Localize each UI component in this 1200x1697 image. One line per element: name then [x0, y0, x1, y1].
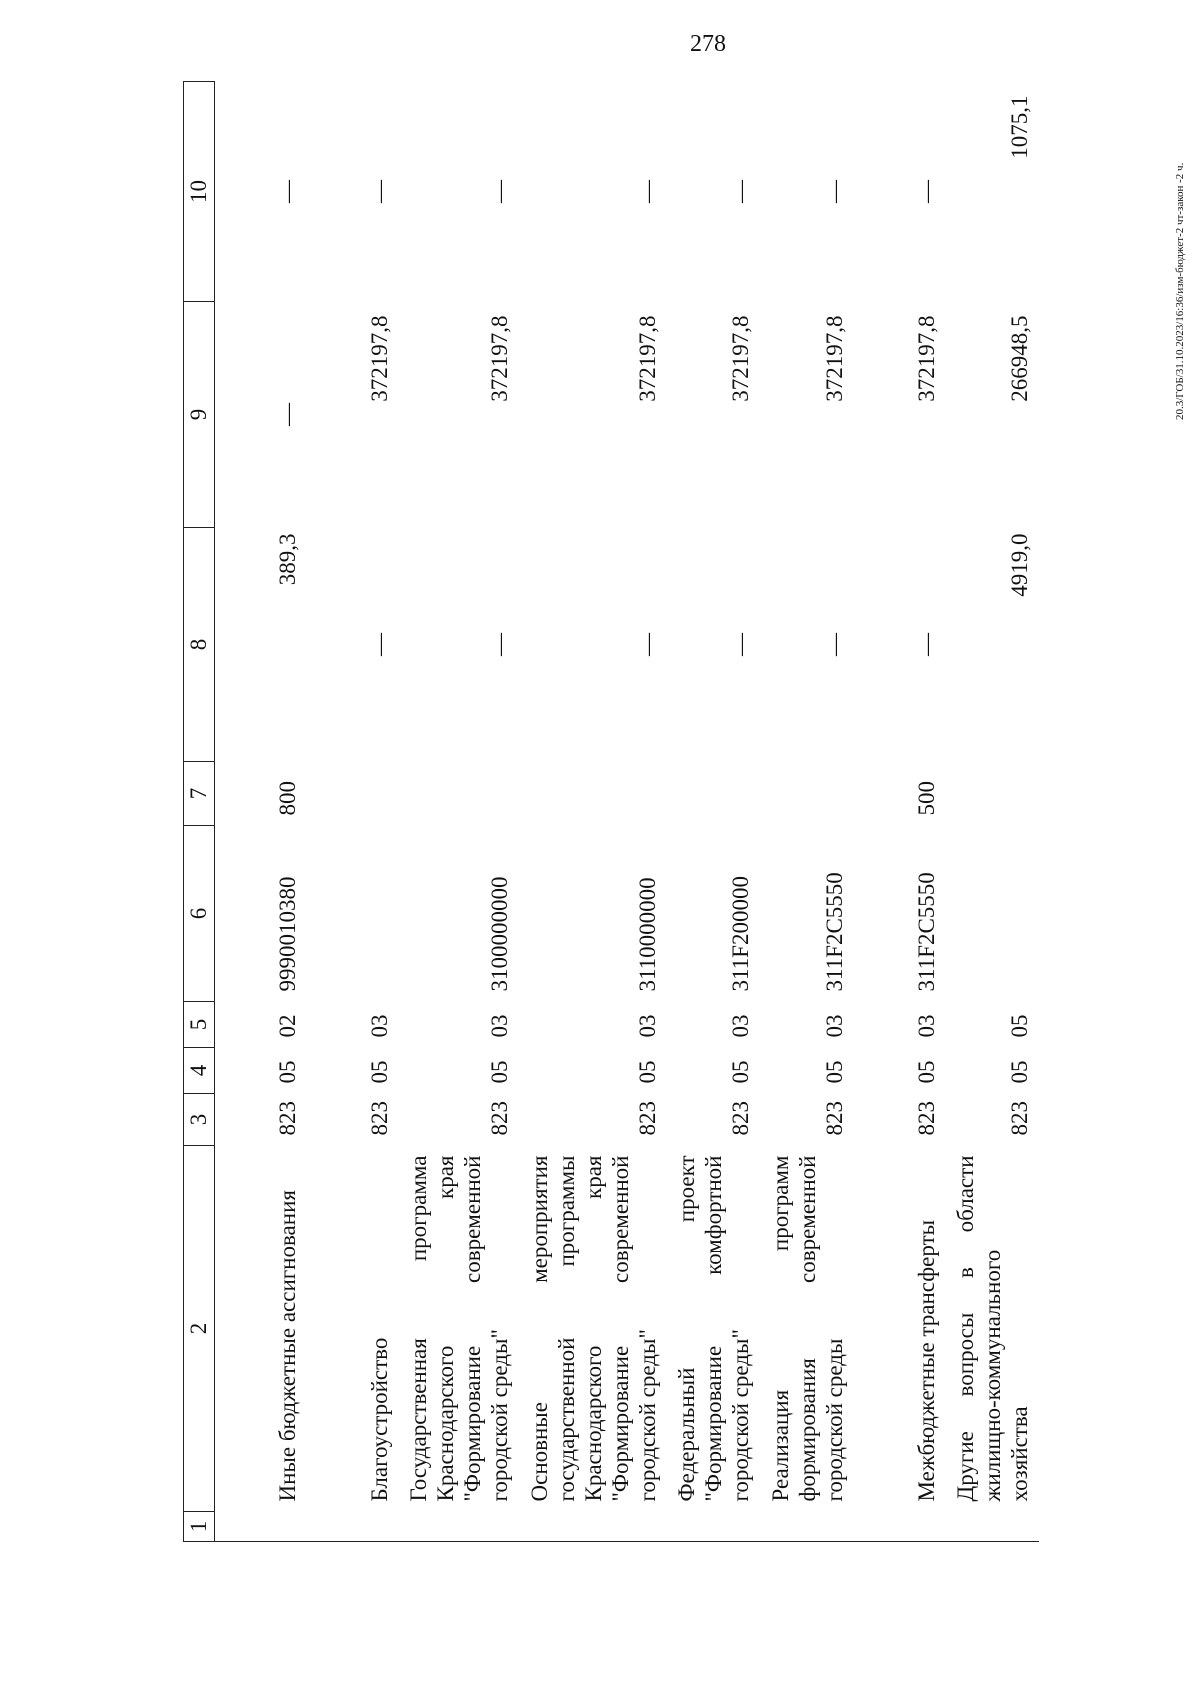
cell-c5: 05 — [1007, 1014, 1033, 1038]
budget-table-rotated — [183, 82, 1063, 1542]
cell-c10: — — [366, 180, 392, 203]
cell-c7 — [307, 762, 399, 826]
cell-c10: — — [821, 180, 847, 203]
cell-c9: 372197,8 — [366, 315, 392, 402]
cell-c10: — — [913, 180, 939, 203]
cell-c8: — — [487, 633, 513, 656]
cell-c4: 05 — [366, 1060, 392, 1084]
cell-c7: 500 — [913, 781, 939, 816]
table-row — [215, 82, 308, 1542]
cell-c7 — [520, 762, 668, 826]
budget-table — [183, 81, 1039, 1542]
cell-c10: — — [487, 180, 513, 203]
col-header-8: 8 — [184, 528, 215, 762]
cell-c6: 311F2C5550 — [821, 872, 847, 992]
row-name: Основные мероприятия государственной программы Краснодарского края "Формирование современной городской среды" — [526, 1155, 660, 1502]
col-header-6: 6 — [184, 826, 215, 1002]
col-header-4: 4 — [184, 1048, 215, 1094]
cell-c7 — [399, 762, 520, 826]
col-header-5: 5 — [184, 1002, 215, 1048]
table-row — [946, 82, 1039, 1542]
cell-c10: — — [274, 180, 300, 203]
table-row — [520, 82, 668, 1542]
cell-c4: 05 — [274, 1060, 300, 1084]
row-name: Благоустройство — [366, 1337, 392, 1502]
table-row — [761, 82, 854, 1542]
cell-c6: 3100000000 — [487, 876, 513, 992]
cell-c6 — [946, 826, 1039, 1002]
cell-c7 — [667, 762, 760, 826]
cell-c4: 05 — [913, 1060, 939, 1084]
row-name: Государственная программа Краснодарского края "Формирование современной городской среды" — [406, 1155, 513, 1502]
row-name: Иные бюджетные ассигнования — [274, 1190, 300, 1502]
cell-c9: 266948,5 — [1007, 315, 1033, 402]
cell-c10: — — [728, 180, 754, 203]
cell-c4: 05 — [487, 1060, 513, 1084]
cell-c8: — — [821, 633, 847, 656]
cell-c4: 05 — [1007, 1060, 1033, 1084]
cell-c10: 1075,1 — [1007, 95, 1033, 159]
table-row — [667, 82, 760, 1542]
table-row — [854, 82, 946, 1542]
cell-c8: — — [913, 633, 939, 656]
cell-c7 — [761, 762, 854, 826]
cell-c9: 372197,8 — [728, 315, 754, 402]
row-name: Федеральный проект "Формирование комфортной городской среды" — [674, 1155, 754, 1502]
cell-c7 — [946, 762, 1039, 826]
cell-c5: 02 — [274, 1014, 300, 1038]
cell-c9: — — [274, 403, 300, 426]
cell-c5: 03 — [821, 1014, 847, 1038]
col-header-3: 3 — [184, 1094, 215, 1146]
footer-code: 20.3/ГОБ/31.10.2023/16:36/изм-бюджет-2 чт-закон -2 ч. — [1174, 162, 1186, 420]
cell-c6: 311F2C5550 — [913, 872, 939, 992]
cell-c8: 4919,0 — [1007, 533, 1033, 597]
row-name: Реализация программ формирования современной городской среды — [767, 1155, 847, 1502]
cell-c6: 311F200000 — [728, 876, 754, 992]
cell-c8: 389,3 — [274, 533, 300, 586]
cell-c5: 03 — [913, 1014, 939, 1038]
col-header-7: 7 — [184, 762, 215, 826]
cell-c4: 05 — [635, 1060, 660, 1084]
cell-c4: 05 — [821, 1060, 847, 1084]
table-row — [307, 82, 399, 1542]
cell-c8: — — [635, 633, 660, 656]
cell-c8: — — [728, 633, 754, 656]
cell-c6: 3110000000 — [635, 877, 660, 992]
col-header-1: 1 — [184, 1512, 215, 1542]
cell-c5: 03 — [728, 1014, 754, 1038]
cell-c3: 823 — [366, 1101, 392, 1136]
col-header-2: 2 — [184, 1146, 215, 1512]
cell-c9: 372197,8 — [913, 315, 939, 402]
cell-c3: 823 — [913, 1101, 939, 1136]
cell-c3: 823 — [635, 1101, 660, 1136]
cell-c9: 372197,8 — [821, 315, 847, 402]
cell-c5: 03 — [635, 1014, 660, 1038]
table-row — [399, 82, 520, 1542]
cell-c8: — — [366, 633, 392, 656]
cell-c3: 823 — [274, 1101, 300, 1136]
cell-c9: 372197,8 — [635, 315, 660, 402]
cell-c7: 800 — [274, 781, 300, 816]
cell-c3: 823 — [728, 1101, 754, 1136]
col-header-9: 9 — [184, 302, 215, 528]
cell-c6 — [307, 826, 399, 1002]
cell-c9: 372197,8 — [487, 315, 513, 402]
row-name: Другие вопросы в области жилищно-коммунального хозяйства — [952, 1155, 1033, 1502]
cell-c3: 823 — [487, 1101, 513, 1136]
table-header-row — [184, 82, 215, 1542]
page-number: 278 — [690, 31, 726, 57]
cell-c5: 03 — [487, 1014, 513, 1038]
cell-c3: 823 — [821, 1101, 847, 1136]
cell-c6: 9990010380 — [274, 876, 300, 992]
cell-c10: — — [635, 180, 660, 203]
cell-c5: 03 — [366, 1014, 392, 1038]
row-name: Межбюджетные трансферты — [913, 1219, 939, 1502]
cell-c4: 05 — [728, 1060, 754, 1084]
col-header-10: 10 — [184, 82, 215, 302]
cell-c3: 823 — [1007, 1101, 1033, 1136]
